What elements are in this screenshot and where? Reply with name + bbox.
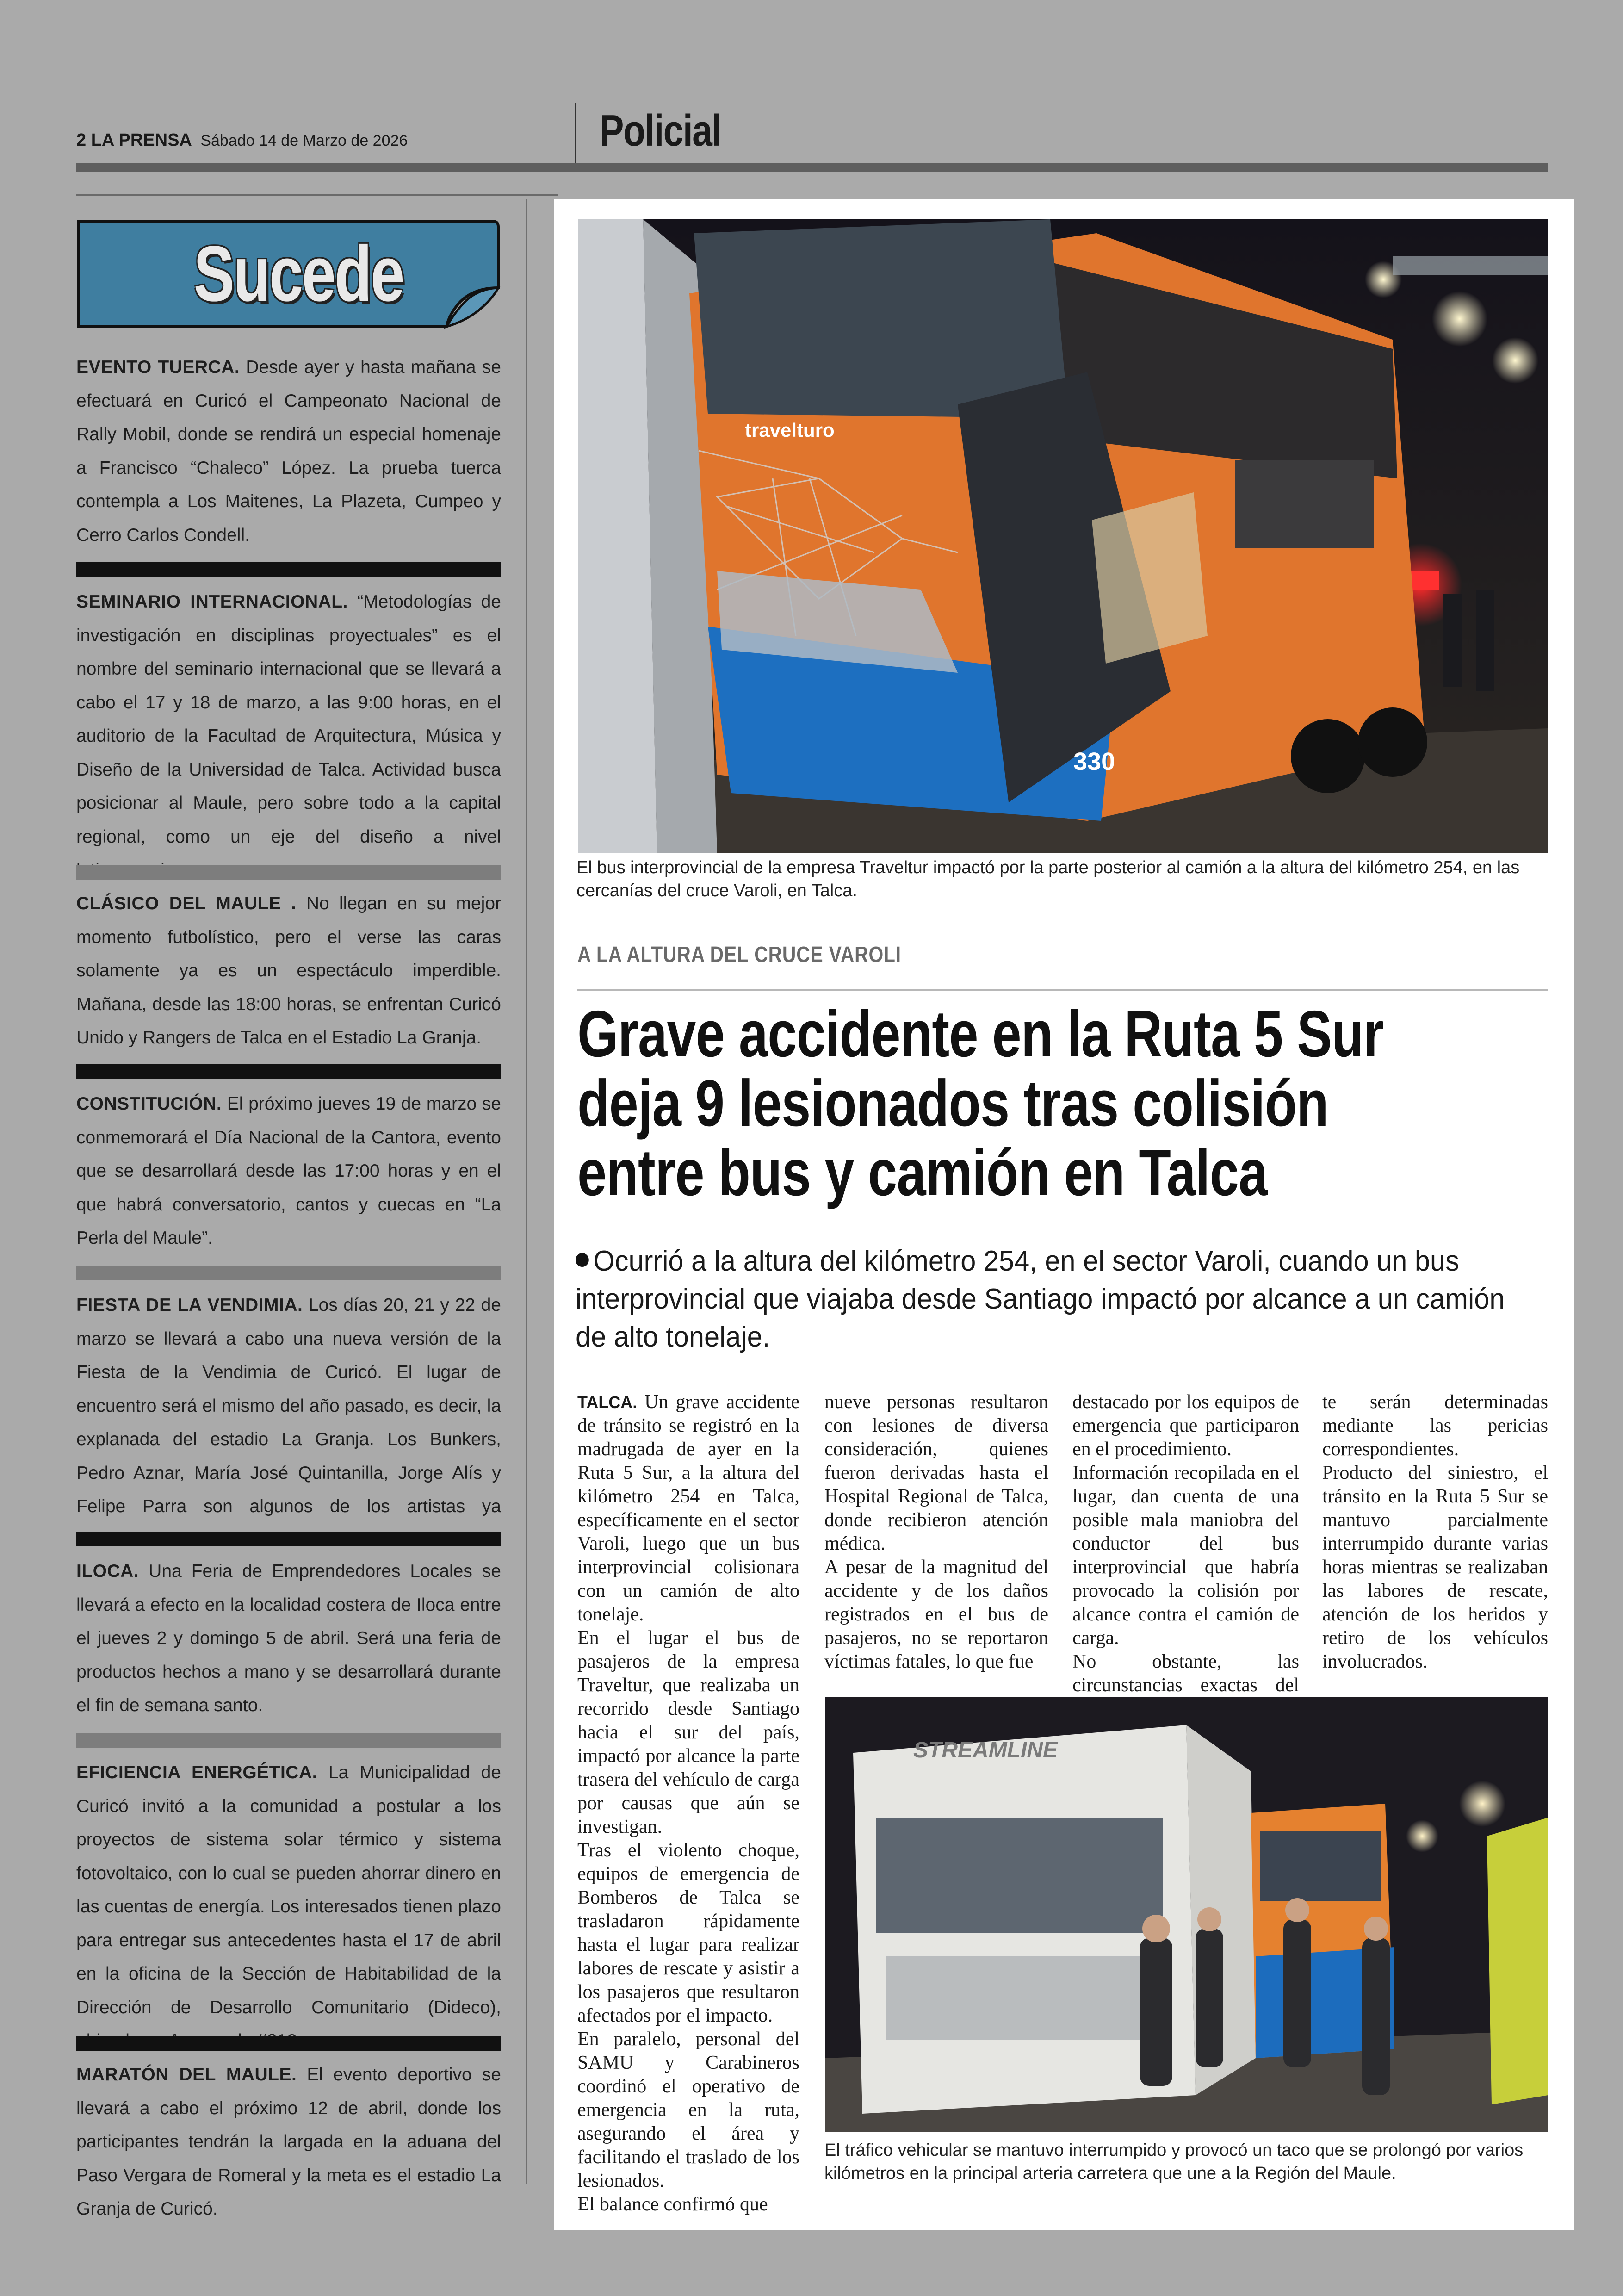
brief-item: [76, 1289, 501, 1557]
brief-lead: SEMINARIO INTERNACIONAL.: [76, 592, 348, 612]
body-paragraph: [577, 1390, 799, 1626]
brief-lead: CLÁSICO DEL MAULE .: [76, 894, 297, 913]
photo-top-caption: El bus interprovincial de la empresa Traveltur impactó por la parte posterior al camión a la altura del kilómetro 254, en las cercanías del cruce Varoli, en Talca.: [576, 858, 1520, 900]
brief-text: No llegan en su mejor momento futbolístico, pero el verse las caras solamente ya es un espectáculo imperdible. Mañana, desde las 18:00 horas, se enfrentan Curicó Unido y Rangers de Talca en el Estadio La Granja.: [76, 894, 501, 1048]
issue-date: Sábado 14 de Marzo de 2026: [200, 132, 408, 149]
brief-separator: [76, 1064, 501, 1079]
brief-text: La Municipalidad de Curicó invitó a la comunidad a postular a los proyectos de sistema solar térmico y sistema fotovoltaico, con lo cual se pueden ahorrar dinero en las cuentas de energía. Los interesados tienen plazo para entregar sus antecedentes hasta el 17 de abril en la oficina de la Sección de Habitabilidad de la Dirección de Desarrollo Comunitario (Dideco),: [76, 1762, 501, 2017]
truck-photo-illustration: [825, 1697, 1548, 2132]
page-header-left: [76, 130, 408, 150]
body-paragraph: En paralelo, personal del SAMU y Carabineros coordinó el operativo de emergencia en la ruta, asegurando el área y facilitando el traslado de los lesionados.: [577, 2029, 799, 2191]
body-paragraph: No obstante, las circunstancias exactas del: [1072, 1651, 1299, 1696]
brief-text: “Metodologías de investigación en disciplinas proyectuales” es el nombre del seminario internacional que se llevará a cabo el 17 y 18 de marzo, a las 9:00 horas, en el auditorio de la Facultad de Arquitectura, Música y Diseño de la Universidad de Talca. Actividad busca posicionar al Maule, pero sobre todo a la capital regional, como un eje del diseño a nivel: [76, 592, 501, 847]
body-paragraph: destacado por los equipos de emergencia que participaron en el procedimiento.: [1072, 1391, 1299, 1460]
brief-item: [76, 351, 501, 552]
header-rule: [76, 163, 1548, 172]
brief-item: [76, 1555, 501, 1723]
body-paragraph: te serán determinadas mediante las pericias correspondientes.: [1322, 1391, 1548, 1460]
body-paragraph: Tras el violento choque, equipos de emergencia de Bomberos de Talca se trasladaron rápidamente hasta el lugar para realizar labores de rescate y asistir a los pasajeros que resultaron afectados por el impacto.: [577, 1840, 799, 2026]
bullet-icon: [576, 1253, 589, 1267]
brief-text: Desde ayer y hasta mañana se efectuará en Curicó el Campeonato Nacional de Rally Mobil, donde se rendirá un especial homenaje a Francisco “Chaleco” López. La prueba tuerca contempla a Los Maitenes, La Plazeta, Cumpeo y Cerro Carlos Condell.: [76, 357, 501, 545]
traffic-jam-photo: [825, 1697, 1548, 2132]
photo-bottom-caption: El tráfico vehicular se mantuvo interrumpido y provocó un taco que se prolongó por varios kilómetros en la principal arteria carretera que une a la Región del Maule.: [824, 2141, 1524, 2183]
brief-separator: [76, 562, 501, 577]
brief-item: [76, 1756, 501, 2058]
brief-separator: [76, 1266, 501, 1280]
brief-item: [76, 887, 501, 1055]
dateline-city: TALCA.: [577, 1393, 638, 1412]
brief-lead: CONSTITUCIÓN.: [76, 1094, 222, 1114]
brief-text: Los días 20, 21 y 22 de marzo se llevará a cabo una nueva versión de la Fiesta de la Vendimia de Curicó. El lugar de encuentro será el mismo del año pasado, es decir, la explanada del estadio La Granja. Los Bunkers, Pedro Aznar, María José Quintanilla, Jorge Alís y Felipe Parra son algunos de los artistas ya: [76, 1295, 501, 1516]
body-column-1: [577, 1390, 799, 2216]
brief-separator: [76, 2036, 501, 2051]
bus-unit-number: 330: [1073, 748, 1115, 776]
body-paragraph: Información recopilada en el lugar, dan cuenta de una posible mala maniobra del conductor del bus interprovincial que habría provocado la colisión por alcance contra el camión de carga.: [1072, 1462, 1299, 1649]
body-column-2: [824, 1390, 1048, 1674]
sucede-title: Sucede: [193, 230, 403, 318]
column-divider: [526, 199, 527, 2184]
brief-lead: ILOCA.: [76, 1561, 139, 1581]
brief-text: El evento deportivo se llevará a cabo el próximo 12 de abril, donde los participantes tendrán la largada en la aduana del Paso Vergara de Romeral y la meta es el estadio La Granja de Curicó.: [76, 2065, 501, 2219]
header-divider: [575, 103, 576, 164]
brief-item: [76, 1087, 501, 1255]
brief-separator: [76, 1532, 501, 1546]
body-paragraph: El balance confirmó que: [577, 2194, 768, 2215]
brief-item: [76, 585, 501, 887]
accident-bus-photo: [578, 219, 1548, 853]
kicker: A LA ALTURA DEL CRUCE VAROLI: [577, 943, 901, 967]
summary-text: Ocurrió a la altura del kilómetro 254, en el sector Varoli, cuando un bus interprovincial que viajaba desde Santiago impactó por alcance a un camión de alto tonelaje.: [576, 1245, 1505, 1353]
brief-separator: [76, 1733, 501, 1748]
brief-lead: EVENTO TUERCA.: [76, 357, 240, 377]
brief-text: El próximo jueves 19 de marzo se conmemorará el Día Nacional de la Cantora, evento que se desarrollará desde las 17:00 horas y en el que habrá conversatorio, cantos y cuecas en “La Perla del Maule”.: [76, 1094, 501, 1248]
brief-lead: EFICIENCIA ENERGÉTICA.: [76, 1762, 318, 1782]
truck-brand-label: STREAMLINE: [913, 1738, 1058, 1762]
headline: Grave accidente en la Ruta 5 Sur deja 9 lesionados tras colisión entre bus y camión en Talca: [577, 997, 1384, 1210]
body-text: Un grave accidente de tránsito se registró en la madrugada de ayer en la Ruta 5 Sur, a la altura del kilómetro 254 en Talca, específicamente en el sector Varoli, luego que un bus interprovincial colisionara con un camión de alto tonelaje.: [577, 1391, 799, 1625]
body-column-4: [1322, 1390, 1548, 1674]
brief-item: [76, 2058, 501, 2226]
kicker-rule: [577, 989, 1548, 991]
body-paragraph: A pesar de la magnitud del accidente y de los daños registrados en el bus de pasajeros, no se reportaron víctimas fatales, lo que fue: [824, 1557, 1048, 1672]
brief-lead: FIESTA DE LA VENDIMIA.: [76, 1295, 303, 1315]
body-paragraph: nueve personas resultaron con lesiones de diversa consideración, quienes fueron derivadas hasta el Hospital Regional de Talca, donde recibieron atención médica.: [824, 1391, 1048, 1554]
brief-text: Una Feria de Emprendedores Locales se llevará a efecto en la localidad costera de Iloca entre el jueves 2 y domingo 5 de abril. Será una feria de productos hechos a mano y se desarrollará durante el fin de semana santo.: [76, 1561, 501, 1715]
body-paragraph: Producto del siniestro, el tránsito en la Ruta 5 Sur se mantuvo parcialmente interrumpido durante varias horas mientras se realizaban las labores de rescate, atención de los heridos y retiro de los vehículos involucrados.: [1322, 1462, 1548, 1672]
body-column-3: [1072, 1390, 1299, 1721]
body-paragraph: En el lugar el bus de pasajeros de la empresa Traveltur, que realizaba un recorrido desde Santiago hacia el sur del país, impactó por alcance la parte trasera del vehículo de carga por causas que aún se investigan.: [577, 1627, 799, 1837]
sucede-banner: [76, 218, 503, 329]
brief-lead: MARATÓN DEL MAULE.: [76, 2065, 297, 2085]
bus-photo-illustration: [578, 219, 1548, 853]
brief-separator: [76, 865, 501, 880]
page-number-label: 2 LA PRENSA: [76, 130, 192, 150]
bus-brand-logo: travelturo: [745, 419, 835, 441]
section-title: Policial: [600, 106, 721, 155]
sidebar-top-rule: [76, 194, 558, 196]
summary-lead: [576, 1242, 1526, 1356]
